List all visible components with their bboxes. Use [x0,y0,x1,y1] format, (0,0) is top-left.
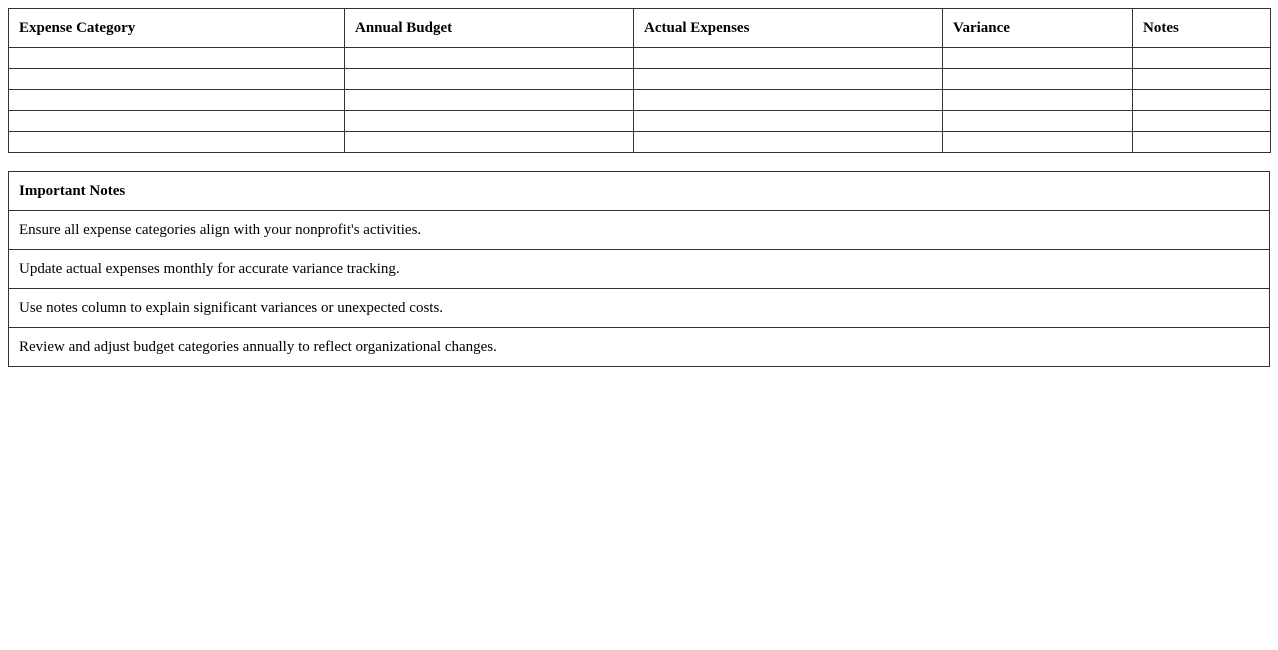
header-expense-category: Expense Category [9,9,345,48]
table-row [9,48,1271,69]
annual-budget-cell[interactable] [345,132,634,153]
expense-category-cell[interactable] [9,48,345,69]
annual-budget-cell[interactable] [345,69,634,90]
notes-header-row [9,172,1270,211]
note-item: Review and adjust budget categories annually to reflect organizational changes. [9,328,1270,367]
note-row [9,328,1270,367]
annual-budget-cell[interactable] [345,111,634,132]
header-actual-expenses: Actual Expenses [634,9,943,48]
variance-cell[interactable] [943,132,1133,153]
expense-category-cell[interactable] [9,132,345,153]
actual-expenses-cell[interactable] [634,48,943,69]
page-content [8,8,1270,367]
variance-cell[interactable] [943,48,1133,69]
variance-cell[interactable] [943,90,1133,111]
table-row [9,111,1271,132]
note-row [9,289,1270,328]
table-row [9,69,1271,90]
expense-category-cell[interactable] [9,111,345,132]
budget-table [8,8,1271,153]
note-item: Use notes column to explain significant variances or unexpected costs. [9,289,1270,328]
expense-category-cell[interactable] [9,69,345,90]
annual-budget-cell[interactable] [345,90,634,111]
note-item: Ensure all expense categories align with your nonprofit's activities. [9,211,1270,250]
notes-cell[interactable] [1133,48,1271,69]
table-row [9,132,1271,153]
note-row [9,250,1270,289]
expense-category-cell[interactable] [9,90,345,111]
note-row [9,211,1270,250]
variance-cell[interactable] [943,69,1133,90]
note-item: Update actual expenses monthly for accurate variance tracking. [9,250,1270,289]
budget-table-header-row [9,9,1271,48]
actual-expenses-cell[interactable] [634,132,943,153]
actual-expenses-cell[interactable] [634,90,943,111]
notes-cell[interactable] [1133,132,1271,153]
variance-cell[interactable] [943,111,1133,132]
important-notes-table [8,171,1270,367]
annual-budget-cell[interactable] [345,48,634,69]
notes-cell[interactable] [1133,111,1271,132]
header-variance: Variance [943,9,1133,48]
header-notes: Notes [1133,9,1271,48]
notes-cell[interactable] [1133,90,1271,111]
table-row [9,90,1271,111]
actual-expenses-cell[interactable] [634,111,943,132]
actual-expenses-cell[interactable] [634,69,943,90]
important-notes-heading: Important Notes [9,172,1270,211]
notes-cell[interactable] [1133,69,1271,90]
header-annual-budget: Annual Budget [345,9,634,48]
